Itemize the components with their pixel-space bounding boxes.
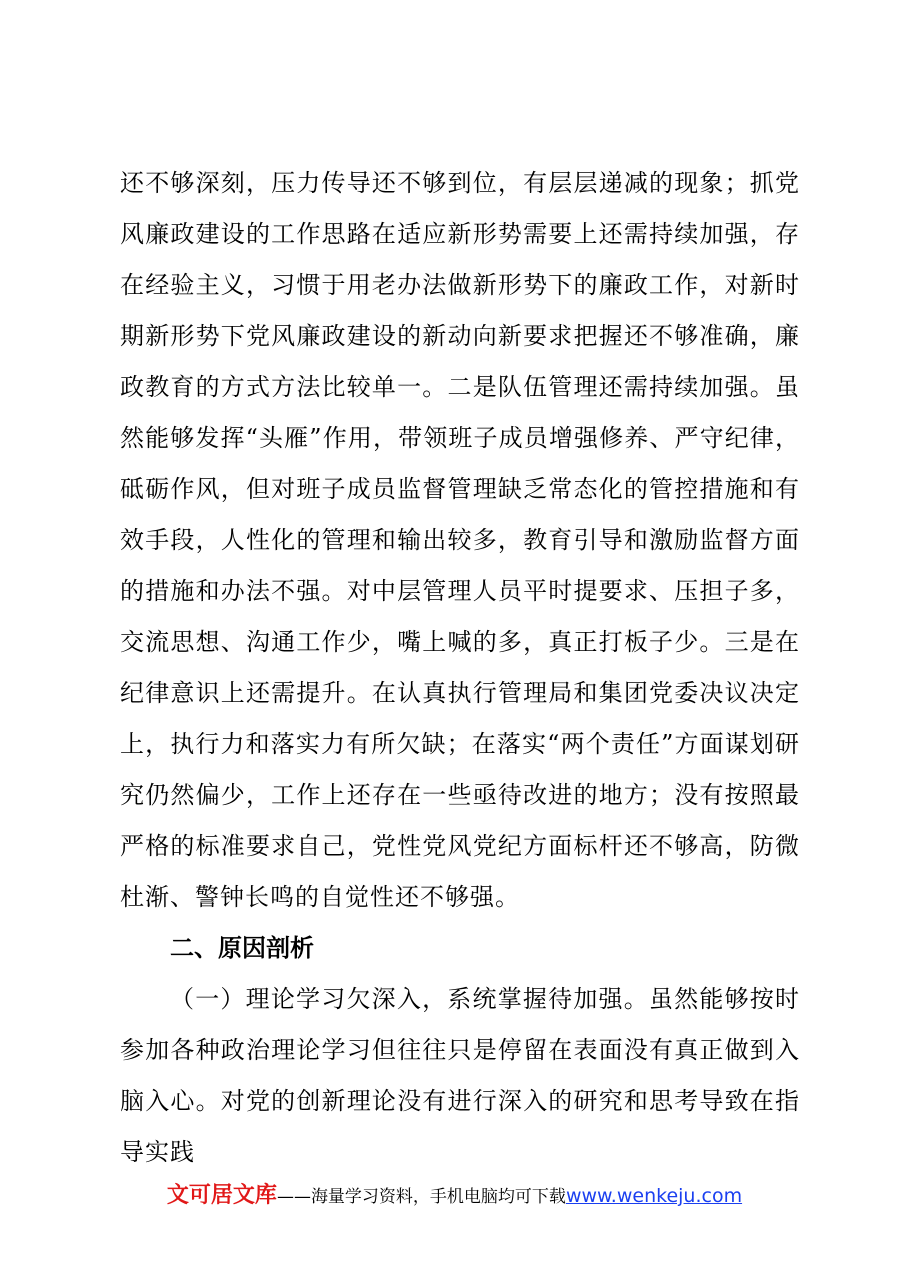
document-body [120, 158, 800, 1178]
footer-dash: —— [276, 1187, 311, 1207]
section-heading: 二、原因剖析 [170, 934, 314, 962]
footer-link[interactable]: www.wenkeju.com [565, 1185, 743, 1207]
body-paragraph: 还不够深刻，压力传导还不够到位，有层层递减的现象；抓党风廉政建设的工作思路在适应新形势需要上还需持续加强，存在经验主义，习惯于用老办法做新形势下的廉政工作，对新时期新形势下党风廉政建设的新动向新要求把握还不够准确，廉政教育的方式方法比较单一。二是队伍管理还需持续加强。虽然能够发挥“头雁”作用，带领班子成员增强修养、严守纪律，砥砺作风，但对班子成员监督管理缺乏常态化的管控措施和有效手段，人性化的管理和输出较多，教育引导和激励监督方面的措施和办法不强。对中层管理人员平时提要求、压担子多，交流思想、沟通工作少，嘴上喊的多，真正打板子少。三是在纪律意识上还需提升。在认真执行管理局和集团党委决议决定上，执行力和落实力有所欠缺；在落实“两个责任”方面谋划研究仍然偏少，工作上还存在一些亟待改进的地方；没有按照最严格的标准要求自己，党性党风党纪方面标杆还不够高，防微杜渐、警钟长鸣的自觉性还不够强。 [120, 169, 800, 911]
footer-brand: 文可居文库 [166, 1183, 277, 1208]
subsection-paragraph: （一）理论学习欠深入，系统掌握待加强。虽然能够按时参加各种政治理论学习但往往只是停留在表面没有真正做到入脑入心。对党的创新理论没有进行深入的研究和思考导致在指导实践 [120, 985, 800, 1166]
footer-slogan: 海量学习资料，手机电脑均可下载 [310, 1187, 566, 1207]
footer-banner [0, 1178, 909, 1209]
